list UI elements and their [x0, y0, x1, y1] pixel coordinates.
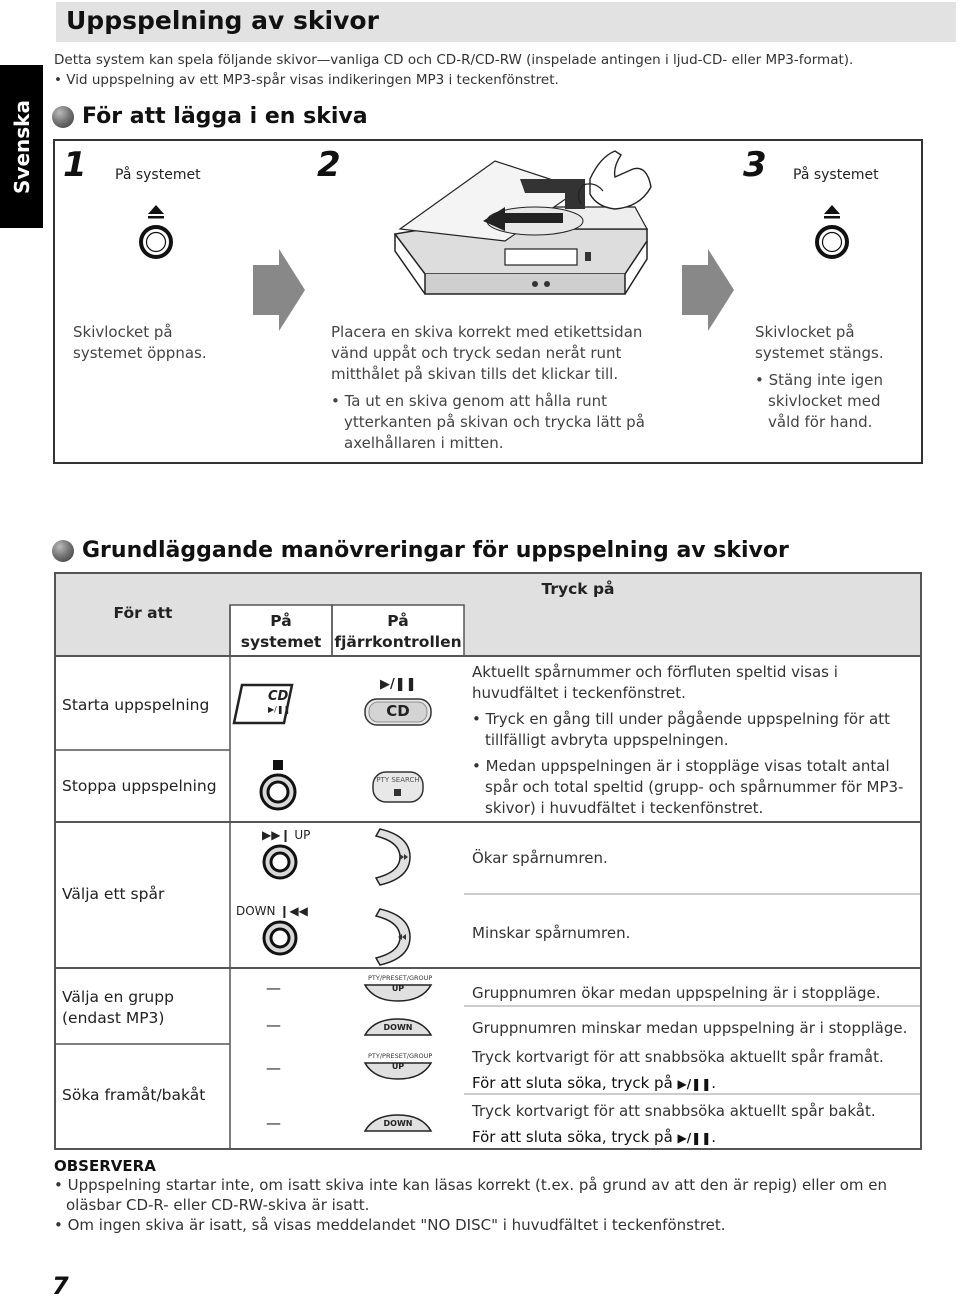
- step-1-label: På systemet: [115, 167, 201, 183]
- remote-up-label: UP: [391, 1062, 405, 1071]
- no-system-button-dash: —: [266, 979, 281, 997]
- down-button-label: DOWN ❙◀◀: [236, 904, 308, 918]
- seek-backward-stop: För att sluta söka, tryck på ▶/❚❚.: [472, 1128, 717, 1146]
- ops-section-heading: Grundläggande manövreringar för uppspelning av skivor: [52, 538, 789, 563]
- eject-button-icon: [133, 201, 179, 261]
- remote-pty-search-button: [370, 769, 426, 805]
- seek-forward-stop: För att sluta söka, tryck på ▶/❚❚.: [472, 1074, 717, 1092]
- header-pa-fjarrkontrollen: På fjärrkontrollen: [334, 612, 462, 651]
- load-section-heading: För att lägga i en skiva: [52, 104, 368, 129]
- prev-track-button-icon: [260, 918, 300, 958]
- remote-up-label: UP: [391, 984, 405, 993]
- section-bullet-icon: [52, 106, 74, 128]
- step-3-text: Skivlocket på systemet stängs. • Stäng inte igen skivlocket med våld för hand.: [755, 323, 884, 431]
- step-1-number: 1: [63, 145, 87, 185]
- row-label-starta: Starta uppspelning: [62, 696, 210, 714]
- note-item: • Uppspelning startar inte, om isatt skiva inte kan läsas korrekt (t.ex. på grund av att den är repig) eller om en oläsbar CD-R- eller CD-RW-skiva är isatt.: [54, 1176, 888, 1214]
- no-system-button-dash: —: [266, 1016, 281, 1034]
- header-pa-systemet: På systemet: [240, 612, 322, 651]
- page-title: Uppspelning av skivor: [66, 6, 379, 35]
- intro-text: Detta system kan spela följande skivor—vanliga CD och CD-R/CD-RW (inspelade antingen i ljud-CD- eller MP3-format).: [54, 52, 854, 68]
- next-track-button-icon: [260, 842, 300, 882]
- cd-play-pause-label: ▶/❚❚: [268, 705, 291, 714]
- eject-button-icon: [809, 201, 855, 261]
- up-button-label: ▶▶❙ UP: [262, 828, 311, 842]
- step-3-number: 3: [743, 145, 767, 185]
- remote-skip-forward-icon: [374, 826, 414, 888]
- load-disc-box: [53, 139, 923, 464]
- step-1-text: Skivlocket på systemet öppnas.: [73, 323, 207, 362]
- pty-preset-group-label: PTY/PRESET/GROUP: [368, 1052, 433, 1060]
- row-label-valja-spar: Välja ett spår: [62, 885, 165, 903]
- remote-play-pause-label: ▶/❚❚: [380, 677, 417, 692]
- row-label-stoppa: Stoppa uppspelning: [62, 777, 217, 795]
- page-number: 7: [52, 1272, 69, 1300]
- group-up-description: Gruppnumren ökar medan uppspelning är i stoppläge.: [472, 984, 881, 1002]
- no-system-button-dash: —: [266, 1114, 281, 1132]
- seek-forward-description: Tryck kortvarigt för att snabbsöka aktuellt spår framåt.: [472, 1048, 884, 1066]
- step-3-label: På systemet: [793, 167, 879, 183]
- play-description: Aktuellt spårnummer och förfluten speltid visas i huvudfältet i teckenfönstret. • Tryck en gång till under pågående uppspelning för att tillfälligt avbryta uppspelningen. • Medan uppspelningen är i stoppläge visas totalt antal spår och total speltid (grupp- och spårnummer för MP3-skivor) i huvudfältet i teckenfönstret.: [472, 663, 904, 817]
- step-2-number: 2: [317, 145, 341, 185]
- cd-label: CD: [268, 689, 289, 704]
- step-2-text: Placera en skiva korrekt med etikettsidan vänd uppåt och tryck sedan neråt runt mitthålet på skivan tills det klickar till. • Ta ut en skiva genom att hålla runt ytterkanten på skivan och trycka lätt på axelhållaren i mitten.: [331, 323, 645, 452]
- pty-search-label: PTY SEARCH: [376, 776, 420, 784]
- row-label-valja-grupp: Välja en grupp (endast MP3): [62, 988, 174, 1027]
- remote-down-label: DOWN: [383, 1119, 413, 1128]
- remote-skip-backward-icon: [374, 906, 414, 968]
- up-description: Ökar spårnumren.: [472, 849, 608, 867]
- stop-button-icon: [254, 758, 302, 814]
- intro-bullet: • Vid uppspelning av ett MP3-spår visas indikeringen MP3 i teckenfönstret.: [54, 72, 559, 88]
- arrow-right-icon: [253, 249, 305, 331]
- section-bullet-icon: [52, 540, 74, 562]
- notes-title: OBSERVERA: [54, 1157, 156, 1175]
- remote-down-label: DOWN: [383, 1023, 413, 1032]
- note-item: • Om ingen skiva är isatt, så visas meddelandet "NO DISC" i huvudfältet i teckenfönstret.: [54, 1216, 726, 1234]
- cd-player-illustration: [385, 149, 665, 304]
- arrow-right-icon: [682, 249, 734, 331]
- no-system-button-dash: —: [266, 1059, 281, 1077]
- row-label-soka: Söka framåt/bakåt: [62, 1086, 206, 1104]
- language-tab: [0, 65, 43, 228]
- language-tab-label: Svenska: [9, 99, 34, 194]
- header-for-att: För att: [113, 604, 173, 622]
- pty-preset-group-label: PTY/PRESET/GROUP: [368, 974, 433, 982]
- notes-section: [54, 1157, 934, 1235]
- header-tryck-pa: Tryck på: [541, 580, 615, 598]
- down-description: Minskar spårnumren.: [472, 924, 631, 942]
- title-bar: [56, 2, 956, 42]
- group-down-description: Gruppnumren minskar medan uppspelning är i stoppläge.: [472, 1019, 908, 1037]
- seek-backward-description: Tryck kortvarigt för att snabbsöka aktuellt spår bakåt.: [472, 1102, 876, 1120]
- remote-cd-label: CD: [386, 702, 410, 720]
- operations-table: [54, 572, 922, 1150]
